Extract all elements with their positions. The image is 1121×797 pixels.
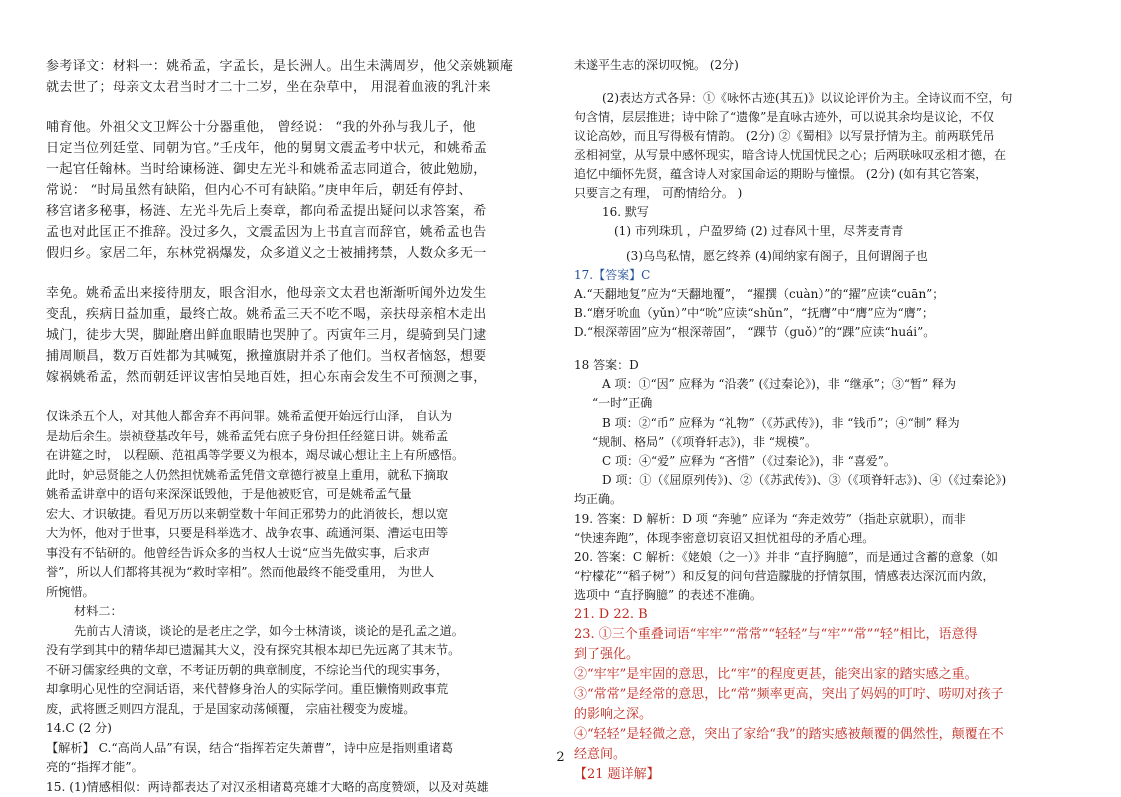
text-line: ③“常常”是经常的意思，比“常”频率更高，突出了妈妈的叮咛、唠叨对孩子 (574, 685, 1074, 705)
text-line: A.“天翻地复”应为“天翻地覆”， “擢撰（cuàn）”的“擢”应读“cuān”； (574, 285, 1074, 304)
text-line: 一起官任翰林。当时给谏杨涟、御史左光斗和姚希孟志同道合，彼此勉励， (46, 159, 554, 180)
text-line: 废，武将匮乏则四方混乱，于是国家动荡倾覆， 宗庙社稷变为废墟。 (46, 700, 554, 720)
text-line: “快速奔跑”，体现李密意切哀诏又担忧祖母的矛盾心理。 (574, 529, 1074, 548)
text-line: 假归乡。家居二年，东林党祸爆发，众多道义之士被捕拷禁，人数众多无一 (46, 243, 554, 264)
text-line: 移宫诸多秘事，杨涟、左光斗先后上奏章，都向希孟提出疑问以求答案，希 (46, 201, 554, 222)
text-line: (2)表达方式各异：①《咏怀古迹(其五)》以议论评价为主。全诗议而不空，句 (574, 89, 1074, 108)
text-line: 经意间。 (574, 745, 1074, 765)
text-line: 句含情，层层推进；诗中除了“遗像”是直咏古迹外，可以说其余均是议论，不仅 (574, 108, 1074, 127)
text-line: “柠檬花”“稻子树”）和反复的问句营造朦胧的抒情氛围，情感表达深沉而内敛， (574, 567, 1074, 586)
page-number: 2 (0, 750, 1121, 765)
text-line: 只要言之有理， 可酌情给分。 ) (574, 184, 1074, 203)
text-line: 姚希孟讲章中的语句来深深诋毁他，于是他被贬官，可是姚希孟气量 (46, 485, 554, 505)
answer-20: 20. 答案：C 解析：《姥娘（之一）》并非 “直抒胸臆”，而是通过含蓄的意象（如 (574, 548, 1074, 567)
text-line: 材料二： (46, 602, 554, 622)
text-line: 却拿明心见性的空洞话语，来代替修身治人的实际学问。重臣懒惰则政事荒 (46, 680, 554, 700)
left-column (46, 56, 554, 797)
text-line: 所惋惜。 (46, 583, 554, 603)
text-line: 变乱，疾病日益加重，最终亡故。姚希孟三天不吃不喝，亲扶母亲棺木走出 (46, 304, 554, 325)
text-line: D 项：①（《屈原列传》)、②（《苏武传》)、③（《项脊轩志》)、④（《过秦论》) (574, 471, 1074, 490)
text-line: 追忆中缅怀先贤，蕴含诗人对家国命运的期盼与憧憬。 (2分) (如有其它答案， (574, 165, 1074, 184)
answer-17-heading: 17.【答案】C (574, 266, 1074, 285)
text-line: 事没有不钻研的。他曾经告诉众多的当权人士说“应当先做实事，后求声 (46, 544, 554, 564)
answer-21-22: 21. D 22. B (574, 605, 1074, 625)
text-line: 议论高妙，而且写得极有情韵。 (2分) ②《蜀相》以写景抒情为主。前两联凭吊 (574, 127, 1074, 146)
text-line: 先前古人清谈，谈论的是老庄之学，如今士林清谈，谈论的是孔孟之道。 (46, 622, 554, 642)
answer-18: 18 答案：D (574, 356, 1074, 375)
text-line: 誉”，所以人们都将其视为“救时宰相”。然而他最终不能受重用， 为世人 (46, 563, 554, 583)
text-line: 城门，徒步大哭，脚趾磨出鲜血眼睛也哭肿了。丙寅年三月，缇骑到吴门逮 (46, 325, 554, 346)
text-line: A 项：①“因” 应释为 “沿袭” (《过秦论》)，非 “继承”；③“暂” 释为 (574, 375, 1074, 394)
text-line: ④“轻轻”是轻微之意，突出了家给“我”的踏实感被颠覆的偶然性，颠覆在不 (574, 725, 1074, 745)
answer-15-continued: 未遂平生志的深切叹惋。 (2分) (574, 56, 1074, 75)
text-line: 哺育他。外祖父文卫辉公十分器重他， 曾经说： “我的外孙与我儿子，他 (46, 117, 554, 138)
text-line: (1) 市列珠玑 ，户盈罗绮 (2) 过春风十里，尽荠麦青青 (574, 222, 1074, 241)
answer-23: 23. ①三个重叠词语“牢牢”“常常”“轻轻”与“牢”“常”“轻”相比，语意得 (574, 625, 1074, 645)
text-line: B 项：②“币” 应释为 “礼物”（《苏武传》)，非 “钱币”；④“制” 释为 (574, 414, 1074, 433)
text-line: (3)乌鸟私情，愿乞终养 (4)闻纳家有阁子，且何谓阁子也 (574, 247, 1074, 266)
answer-14: 14.C (2 分) (46, 719, 554, 739)
text-line: 是劫后余生。崇祯登基改年号，姚希孟凭右庶子身份担任经筵日讲。姚希孟 (46, 427, 554, 447)
text-line: B.“磨牙吮血（yǔn）”中“吮”应读“shǔn”，“抚膺”中“膺”应为“膺”； (574, 304, 1074, 323)
text-line: 参考译文：材料一：姚希孟，字孟长，是长洲人。出生未满周岁，他父亲姚颖庵 (46, 56, 554, 77)
text-line: 选项中 “直抒胸臆” 的表述不准确。 (574, 586, 1074, 605)
text-line: C 项：④“爱” 应释为 “吝惜”（《过秦论》)，非 “喜爱”。 (574, 452, 1074, 471)
answer-15: 15. (1)情感相似：两诗都表达了对汉丞相诸葛亮雄才大略的高度赞颂，以及对英雄 (46, 778, 554, 797)
text-line: 在讲筵之时， 以程颐、范祖禹等学要义为根本，竭尽诚心想让主上有所感悟。 (46, 446, 554, 466)
question-21-detail-heading: 【21 题详解】 (574, 765, 1074, 785)
text-line: 不研习儒家经典的文章，不考证历朝的典章制度，不综论当代的现实事务， (46, 661, 554, 681)
text-line: 到了强化。 (574, 645, 1074, 665)
text-line: 常说： “时局虽然有缺陷，但内心不可有缺陷。”庚申年后，朝廷有停封、 (46, 180, 554, 201)
text-line: “规制、格局”（《项脊轩志》)，非 “规模”。 (574, 433, 1074, 452)
text-line: 的影响之深。 (574, 705, 1074, 725)
question-16-title: 16. 默写 (574, 203, 1074, 222)
analysis-14: 【解析】 C.“高尚人品”有误，结合“指挥若定失萧曹”，诗中应是指则重诸葛 (46, 739, 554, 759)
text-line: 幸免。姚希孟出来接待朋友，眼含泪水，他母亲文太君也渐渐听闻外边发生 (46, 283, 554, 304)
text-line: 日定当位列廷堂、同朝为官。”壬戌年，他的舅舅文震孟考中状元，和姚希孟 (46, 138, 554, 159)
text-line: 亮的“指挥才能”。 (46, 758, 554, 778)
text-line: 此时，妒忌贤能之人仍然担忧姚希孟凭借文章德行被皇上重用，就私下摘取 (46, 466, 554, 486)
text-line: 没有学到其中的精华却已遗漏其大义，没有探究其根本却已先远离了其末节。 (46, 641, 554, 661)
text-line: 均正确。 (574, 490, 1074, 509)
text-line: 捕周顺昌，数万百姓都为其喊冤，揪撞旗尉并杀了他们。当权者恼怒，想要 (46, 346, 554, 367)
text-line: “一时”正确 (574, 394, 1074, 413)
text-line: 仅诛杀五个人，对其他人都舍弃不再问罪。姚希孟便开始远行山泽， 自认为 (46, 407, 554, 427)
answer-19: 19. 答案：D 解析：D 项 “奔驰” 应译为 “奔走效劳”（指赴京就职），而非 (574, 510, 1074, 529)
text-line: 宏大、才识敏捷。看见万历以来朝堂数十年间正邪势力的此消彼长，想以宽 (46, 505, 554, 525)
text-line: 大为怀，他对于世事，只要是科举选才、战争农事、疏通河渠、漕运屯田等 (46, 524, 554, 544)
text-line: D.“根深蒂固”应为“根深蒂固”， “踝节（guǒ）”的“踝”应读“huái”。 (574, 323, 1074, 342)
text-line: 孟也对此匡正不推辞。没过多久，文震孟因为上书直言而辞官，姚希孟也告 (46, 222, 554, 243)
text-line: 丞相祠堂，从写景中感怀现实，暗含诗人忧国忧民之心；后两联咏叹丞相才德，在 (574, 146, 1074, 165)
text-line: 嫁祸姚希孟，然而朝廷评议害怕吴地百姓，担心东南会发生不可预测之事， (46, 367, 554, 388)
text-line: 就去世了；母亲文太君当时才二十二岁，坐在杂草中， 用混着血液的乳汁来 (46, 77, 554, 98)
text-line: ②“牢牢”是牢固的意思，比“牢”的程度更甚，能突出家的踏实感之重。 (574, 665, 1074, 685)
right-column (574, 56, 1074, 785)
